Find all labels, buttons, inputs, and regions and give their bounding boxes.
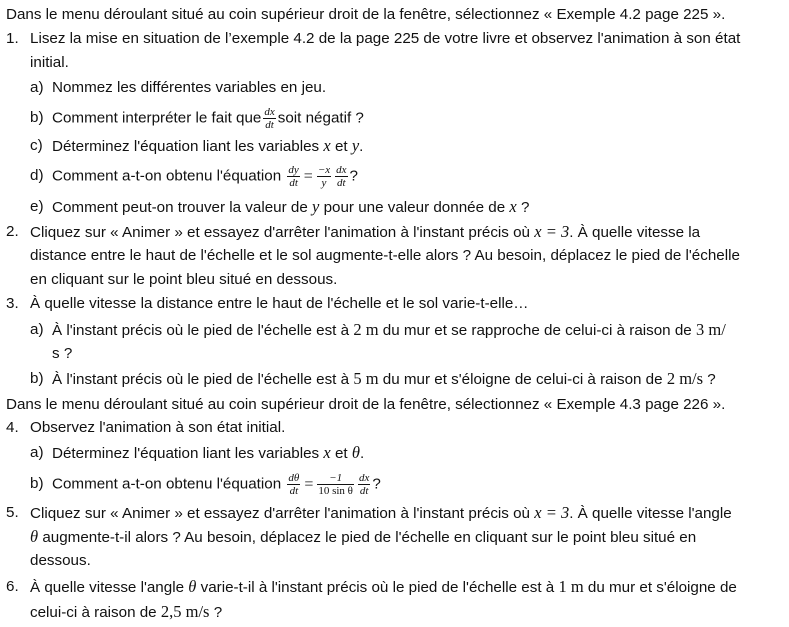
q1-text-line2: initial.: [30, 54, 69, 71]
q3b-distance: 5 m: [353, 369, 379, 388]
q4b-frac1-num: dθ: [288, 472, 300, 484]
q6-line2-post: ?: [213, 604, 223, 621]
q4b-pre: Comment a-t-on obtenu l'équation: [52, 475, 282, 493]
q4a-var-x: x: [323, 443, 331, 462]
q6-number: 6.: [6, 578, 19, 595]
q1c-pre: Déterminez l'équation liant les variables: [52, 138, 320, 155]
q2-line1-pre: Cliquez sur « Animer » et essayez d'arrêter l'animation à l'instant précis où: [30, 224, 531, 241]
q1e-pre: Comment peut-on trouver la valeur de: [52, 199, 308, 216]
q5-line1: [30, 501, 732, 525]
q4b-frac2-den: 10 sin θ: [318, 485, 353, 497]
q1c-label: c): [30, 137, 43, 154]
q1c-var-y: y: [351, 136, 360, 155]
q6-speed: 2,5 m/s: [160, 602, 210, 621]
q1d-frac1: [287, 164, 299, 189]
q4b-label: b): [30, 475, 44, 492]
q1b-post: soit négatif ?: [277, 109, 364, 127]
q1d-frac2-num: −x: [317, 164, 331, 176]
q6-line2: [30, 600, 222, 624]
q6-line1-pre: À quelle vitesse l'angle: [30, 579, 185, 596]
q1e-item: [52, 195, 529, 219]
q1e-var-y: y: [312, 197, 320, 216]
q1-number: 1.: [6, 30, 19, 47]
q3b-item: [52, 367, 716, 391]
q6-line1-mid: varie-t-il à l'instant précis où le pied de l'échelle est à: [200, 579, 555, 596]
q1e-var-x: x: [509, 197, 517, 216]
q2-number: 2.: [6, 223, 19, 240]
q4b-frac3: [358, 472, 370, 497]
q4b-item: [52, 472, 381, 496]
q1-text-line1: Lisez la mise en situation de l’exemple 4.2 de la page 225 de votre livre et observez l'animation à son état: [30, 30, 741, 47]
q1b-pre: Comment interpréter le fait que: [52, 109, 262, 127]
intro-exemple-4-3: Dans le menu déroulant situé au coin supérieur droit de la fenêtre, sélectionnez « Exemple 4.3 page 226 ».: [6, 396, 726, 413]
q5-line3: dessous.: [30, 552, 91, 569]
q3b-post: ?: [707, 371, 716, 388]
q1d-pre: Comment a-t-on obtenu l'équation: [52, 167, 282, 185]
q4b-frac1-den: dt: [289, 485, 299, 497]
q4a-var-theta: θ: [351, 443, 360, 462]
q1d-frac1-den: dt: [289, 177, 298, 189]
q6-var-theta: θ: [188, 577, 197, 596]
q6-distance: 1 m: [558, 577, 584, 596]
q5-line2-text: augmente-t-il alors ? Au besoin, déplacez le pied de l'échelle en cliquant sur le point bleu situé en: [42, 529, 697, 546]
q1c-mid: et: [334, 138, 348, 155]
q1d-frac3: [335, 164, 347, 189]
q5-math-x-eq-3: x = 3: [534, 503, 570, 522]
q4b-frac3-den: dt: [359, 485, 369, 497]
q3b-pre: À l'instant précis où le pied de l'échelle est à: [52, 371, 350, 388]
q4b-post: ?: [372, 475, 381, 493]
q5-var-theta: θ: [30, 527, 39, 546]
q3-number: 3.: [6, 295, 19, 312]
intro-exemple-4-2: Dans le menu déroulant situé au coin supérieur droit de la fenêtre, sélectionnez « Exemple 4.2 page 225 ».: [6, 6, 726, 23]
q1d-equals: =: [303, 167, 313, 185]
q3b-speed: 2 m/s: [666, 369, 704, 388]
q1b-fraction: [263, 106, 275, 131]
q1a-label: a): [30, 79, 44, 96]
q1d-label: d): [30, 167, 44, 184]
q1c-var-x: x: [323, 136, 331, 155]
q4a-pre: Déterminez l'équation liant les variables: [52, 445, 320, 462]
q6-line1: [30, 575, 737, 599]
q1d-item: [52, 164, 358, 188]
q3a-distance: 2 m: [353, 320, 379, 339]
q1d-frac3-num: dx: [336, 164, 347, 176]
q3a-line1: [52, 318, 726, 342]
q4-number: 4.: [6, 419, 19, 436]
q1a-text: Nommez les différentes variables en jeu.: [52, 79, 327, 96]
q6-line2-pre: celui-ci à raison de: [30, 604, 157, 621]
q1b-frac-num: dx: [264, 106, 275, 118]
q2-math-x-eq-3: x = 3: [534, 222, 570, 241]
q4a-post: .: [359, 445, 365, 462]
q5-line1-post: . À quelle vitesse l'angle: [569, 505, 732, 522]
q5-number: 5.: [6, 504, 19, 521]
q5-line2: [30, 525, 696, 549]
q1b-label: b): [30, 109, 44, 126]
q1d-frac2: [317, 164, 331, 189]
q3a-label: a): [30, 321, 44, 338]
q3b-label: b): [30, 370, 44, 387]
q4a-mid: et: [334, 445, 348, 462]
q3a-speed: 3 m/: [695, 320, 726, 339]
q1e-label: e): [30, 198, 44, 215]
q3b-mid: du mur et s'éloigne de celui-ci à raison de: [382, 371, 663, 388]
q4b-frac2: [317, 472, 354, 497]
q4b-frac3-num: dx: [358, 472, 370, 484]
q1d-frac3-den: dt: [337, 177, 346, 189]
q4b-frac2-num: −1: [317, 472, 354, 485]
q5-line1-pre: Cliquez sur « Animer » et essayez d'arrêter l'animation à l'instant précis où: [30, 505, 531, 522]
q2-line2: distance entre le haut de l'échelle et le sol augmente-t-elle alors ? Au besoin, déplacez le pied de l'échelle: [30, 247, 740, 264]
q4a-label: a): [30, 444, 44, 461]
q6-line1-post: du mur et s'éloigne de: [587, 579, 737, 596]
q1c-item: [52, 134, 363, 158]
q1c-post: .: [359, 138, 364, 155]
q1e-mid: pour une valeur donnée de: [323, 199, 506, 216]
q1b-frac-den: dt: [265, 119, 274, 131]
q3-text: À quelle vitesse la distance entre le haut de l'échelle et le sol varie-t-elle…: [30, 295, 529, 312]
q4-text: Observez l'animation à son état initial.: [30, 419, 286, 436]
q4b-equals: =: [304, 475, 314, 493]
q2-line1: [30, 220, 700, 244]
q1b-item: [52, 106, 364, 130]
q1d-post: ?: [349, 167, 358, 185]
q2-line3: en cliquant sur le point bleu situé en dessous.: [30, 271, 338, 288]
q3a-line2: s ?: [52, 345, 73, 362]
q4b-frac1: [287, 472, 300, 497]
q1d-frac2-den: y: [321, 177, 327, 189]
q3a-mid: du mur et se rapproche de celui-ci à raison de: [382, 322, 692, 339]
q1e-post: ?: [520, 199, 530, 216]
q2-line1-post: . À quelle vitesse la: [569, 224, 701, 241]
q4a-item: [52, 441, 364, 465]
q1d-frac1-num: dy: [288, 164, 299, 176]
q3a-pre: À l'instant précis où le pied de l'échelle est à: [52, 322, 350, 339]
